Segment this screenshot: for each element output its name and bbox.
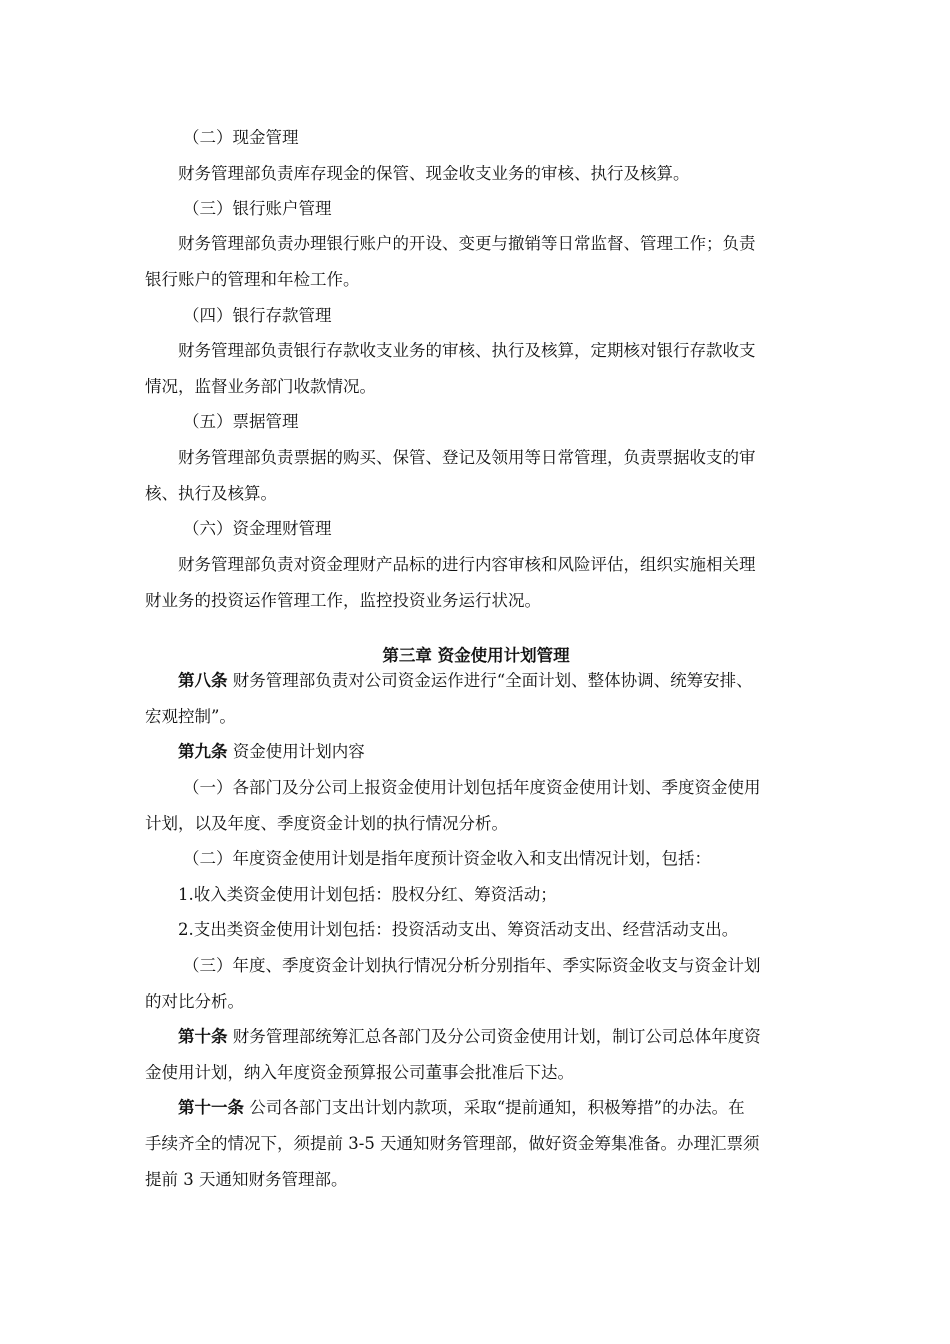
article-11-line1 — [178, 1096, 807, 1120]
wealth-management-paragraph-line1: 财务管理部负责对资金理财产品标的进行内容审核和风险评估，组织实施相关理 — [178, 555, 756, 574]
bank-deposit-paragraph-line1: 财务管理部负责银行存款收支业务的审核、执行及核算，定期核对银行存款收支 — [178, 341, 756, 360]
bank-account-paragraph-line2: 银行账户的管理和年检工作。 — [145, 270, 360, 289]
bank-account-paragraph-line1: 财务管理部负责办理银行账户的开设、变更与撤销等日常监督、管理工作；负责 — [178, 234, 756, 253]
article-9-label: 第九条 — [178, 742, 228, 761]
cash-management-heading: （二）现金管理 — [183, 128, 299, 147]
article-9-text: 资金使用计划内容 — [227, 742, 365, 761]
wealth-management-paragraph-line2: 财业务的投资运作管理工作，监控投资业务运行状况。 — [145, 591, 541, 610]
wealth-management-heading: （六）资金理财管理 — [183, 519, 332, 538]
article-11-line2: 手续齐全的情况下，须提前 3-5 天通知财务管理部，做好资金筹集准备。办理汇票须 — [145, 1134, 760, 1153]
bills-paragraph-line2: 核、执行及核算。 — [145, 484, 277, 503]
article-10-text: 财务管理部统筹汇总各部门及分公司资金使用计划，制订公司总体年度资 — [227, 1027, 761, 1046]
article-8-line2: 宏观控制”。 — [145, 707, 236, 726]
bills-paragraph-line1: 财务管理部负责票据的购买、保管、登记及领用等日常管理，负责票据收支的审 — [178, 448, 756, 467]
article-8-line1 — [178, 669, 807, 693]
article-10-line1 — [178, 1025, 807, 1049]
chapter-title: 第三章 资金使用计划管理 — [382, 646, 570, 665]
article-8-text: 财务管理部负责对公司资金运作进行“全面计划、整体协调、统筹安排、 — [227, 671, 753, 690]
article-11-text: 公司各部门支出计划内款项，采取“提前通知，积极筹措”的办法。在 — [244, 1098, 745, 1117]
item-1-line1: （一）各部门及分公司上报资金使用计划包括年度资金使用计划、季度资金使用 — [183, 778, 761, 797]
bank-deposit-paragraph-line2: 情况，监督业务部门收款情况。 — [145, 377, 376, 396]
article-11-line3: 提前 3 天通知财务管理部。 — [145, 1170, 348, 1189]
article-8-label: 第八条 — [178, 671, 228, 690]
article-10-line2: 金使用计划，纳入年度资金预算报公司董事会批准后下达。 — [145, 1063, 574, 1082]
item-1-line2: 计划，以及年度、季度资金计划的执行情况分析。 — [145, 814, 508, 833]
subitem-1-line: 1.收入类资金使用计划包括：股权分红、筹资活动； — [178, 885, 557, 904]
bills-heading: （五）票据管理 — [183, 412, 299, 431]
article-11-label: 第十一条 — [178, 1098, 244, 1117]
item-3-line2: 的对比分析。 — [145, 992, 244, 1011]
bank-deposit-heading: （四）银行存款管理 — [183, 306, 332, 325]
article-9-line — [178, 740, 807, 764]
bank-account-heading: （三）银行账户管理 — [183, 199, 332, 218]
item-3-line1: （三）年度、季度资金计划执行情况分析分别指年、季实际资金收支与资金计划 — [183, 956, 761, 975]
item-2-line: （二）年度资金使用计划是指年度预计资金收入和支出情况计划，包括： — [183, 849, 711, 868]
article-10-label: 第十条 — [178, 1027, 228, 1046]
subitem-2-line: 2.支出类资金使用计划包括：投资活动支出、筹资活动支出、经营活动支出。 — [178, 920, 739, 939]
cash-management-paragraph: 财务管理部负责库存现金的保管、现金收支业务的审核、执行及核算。 — [178, 164, 690, 183]
